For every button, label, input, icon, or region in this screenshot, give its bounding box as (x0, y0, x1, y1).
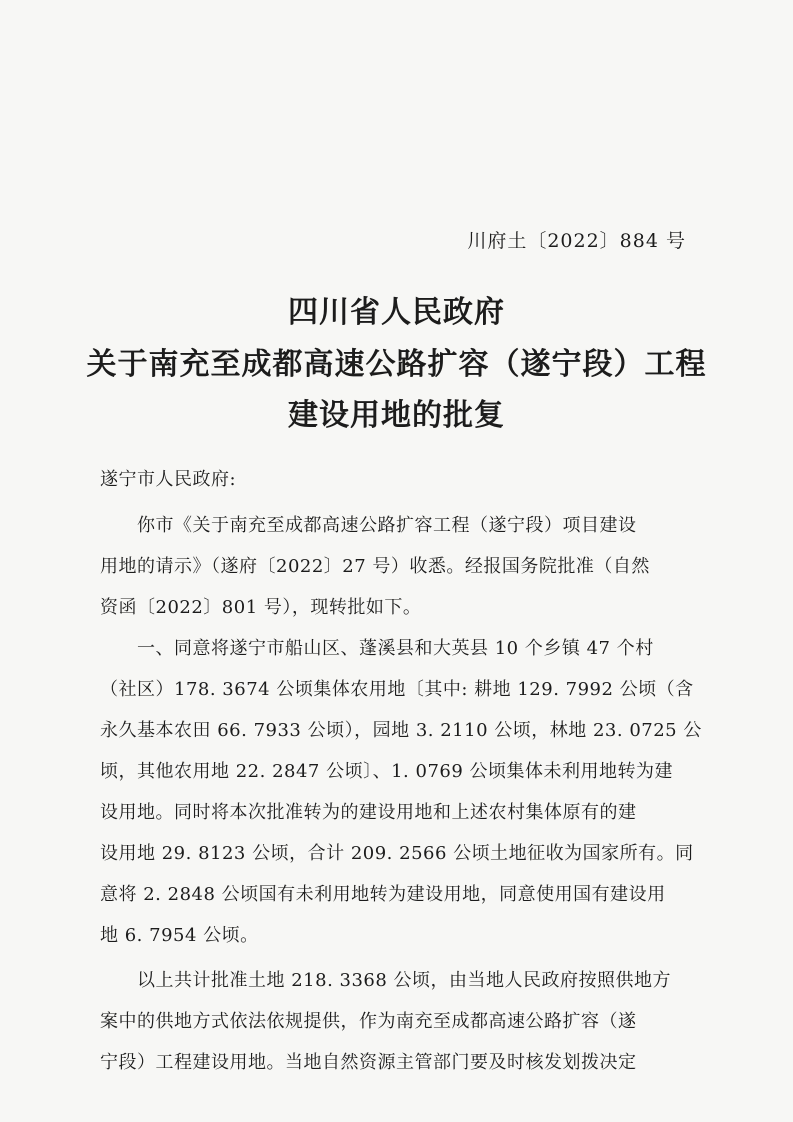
paragraph3-line: 宁段）工程建设用地。当地自然资源主管部门要及时核发划拨决定 (100, 1052, 637, 1073)
paragraph3-line: 案中的供地方式依法依规提供，作为南充至成都高速公路扩容（遂 (100, 1011, 637, 1032)
title-line-2: 关于南充至成都高速公路扩容（遂宁段）工程 (86, 347, 707, 382)
paragraph2-line: 一、同意将遂宁市船山区、蓬溪县和大英县 10 个乡镇 47 个村 (137, 638, 654, 659)
paragraph1-line: 用地的请示》（遂府〔2022〕27 号）收悉。经报国务院批准（自然 (100, 556, 650, 577)
title-line-3: 建设用地的批复 (288, 398, 505, 433)
paragraph1-line: 资函〔2022〕801 号），现转批如下。 (100, 597, 422, 618)
paragraph2-line: 顷，其他农用地 22. 2847 公顷〕、1. 0769 公顷集体未利用地转为建 (100, 761, 674, 782)
title-line-1: 四川省人民政府 (288, 295, 505, 330)
paragraph2-line: （社区）178. 3674 公顷集体农用地〔其中: 耕地 129. 7992 公顷（含 (100, 679, 694, 700)
paragraph2-line: 设用地。同时将本次批准转为的建设用地和上述农村集体原有的建 (100, 802, 637, 823)
paragraph1-line: 你市《关于南充至成都高速公路扩容工程（遂宁段）项目建设 (137, 515, 637, 536)
paragraph3-line: 以上共计批准土地 218. 3368 公顷，由当地人民政府按照供地方 (137, 970, 672, 991)
paragraph2-line: 意将 2. 2848 公顷国有未利用地转为建设用地，同意使用国有建设用 (100, 884, 666, 905)
addressee: 遂宁市人民政府: (100, 469, 237, 490)
paragraph2-line: 设用地 29. 8123 公顷，合计 209. 2566 公顷土地征收为国家所有。同 (100, 843, 694, 864)
paragraph2-line: 永久基本农田 66. 7933 公顷），园地 3. 2110 公顷，林地 23. 0725 公 (100, 720, 702, 741)
document-number: 川府土〔2022〕884 号 (467, 230, 686, 252)
paragraph2-line: 地 6. 7954 公顷。 (100, 925, 259, 946)
